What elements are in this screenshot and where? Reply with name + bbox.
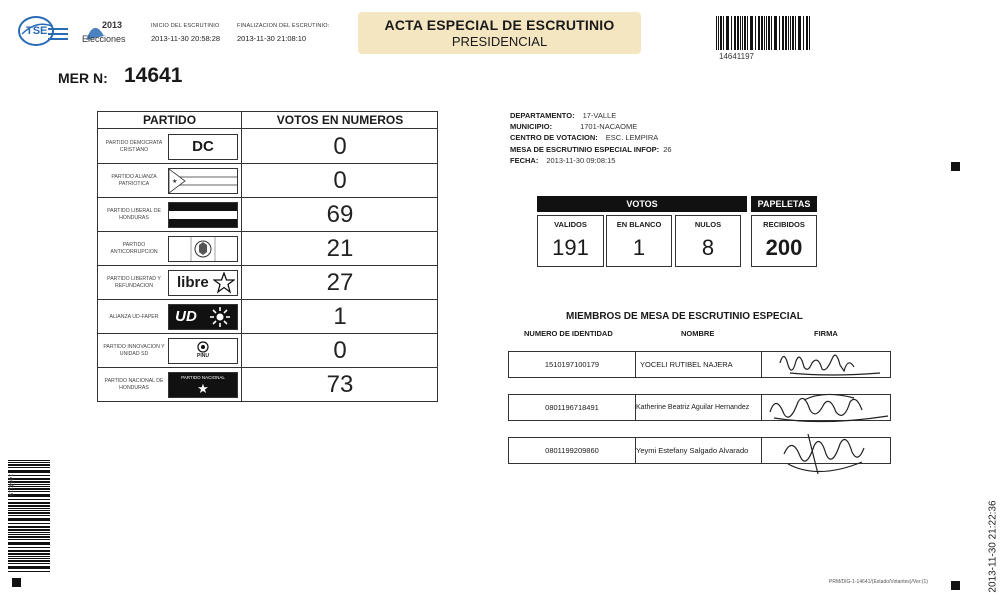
barcode-bar bbox=[8, 558, 50, 559]
mer-label: MER N: bbox=[58, 70, 108, 86]
party-row bbox=[98, 334, 437, 368]
barcode-bar bbox=[742, 16, 743, 50]
party-votes: 0 bbox=[333, 133, 347, 160]
barcode-bar bbox=[8, 529, 50, 531]
party-row bbox=[98, 368, 437, 402]
barcode-bar bbox=[747, 16, 748, 50]
barcode-bar bbox=[744, 16, 746, 50]
barcode-bar bbox=[720, 16, 722, 50]
barcode-bar bbox=[8, 560, 50, 562]
tse-logo bbox=[18, 14, 70, 48]
barcode-bar bbox=[8, 536, 50, 538]
party-row bbox=[98, 164, 437, 198]
barcode-bar bbox=[8, 542, 50, 545]
col-firma: FIRMA bbox=[814, 329, 838, 338]
partido-nacional-flag-icon bbox=[168, 372, 238, 398]
barcode-bar bbox=[8, 526, 50, 528]
barcode-bar bbox=[792, 16, 794, 50]
party-row bbox=[98, 130, 437, 164]
barcode-bar bbox=[8, 563, 50, 564]
title-line-2: PRESIDENCIAL bbox=[451, 34, 548, 49]
inicio-label: INICIO DEL ESCRUTINIO bbox=[151, 23, 220, 29]
barcode-bar bbox=[740, 16, 741, 50]
liberal-flag-icon bbox=[168, 202, 238, 228]
party-votes: 21 bbox=[326, 235, 354, 262]
logo-year: 2013 bbox=[102, 20, 123, 30]
barcode-bar bbox=[774, 16, 777, 50]
barcode-bar bbox=[790, 16, 791, 50]
party-name: PARTIDO NACIONAL DE HONDURAS bbox=[104, 378, 164, 391]
barcode-number: 14641197 bbox=[719, 52, 754, 61]
logo-elecciones: Elecciones bbox=[82, 34, 126, 44]
scan-timestamp bbox=[986, 490, 1000, 606]
party-votes: 69 bbox=[326, 201, 354, 228]
papeletas-header: PAPELETAS bbox=[751, 196, 817, 212]
barcode-bar bbox=[771, 16, 772, 50]
barcode-bar bbox=[795, 16, 796, 50]
party-name: PARTIDO ANTICORRUPCION bbox=[110, 242, 158, 255]
member-name: Katherine Beatriz Aguilar Hernandez bbox=[636, 395, 762, 420]
inicio-value: 2013-11-30 20:58:28 bbox=[151, 34, 221, 43]
party-table-header bbox=[98, 112, 437, 129]
barcode-bar bbox=[798, 16, 801, 50]
party-name: PARTIDO DEMOCRATA CRISTIANO bbox=[105, 140, 163, 153]
barcode-bar bbox=[809, 16, 810, 50]
party-votes: 73 bbox=[326, 371, 354, 398]
party-votes: 0 bbox=[333, 337, 347, 364]
col-partido: PARTIDO bbox=[142, 113, 197, 127]
party-votes: 1 bbox=[333, 303, 347, 330]
member-id: 0801196718491 bbox=[509, 395, 636, 420]
party-name: PARTIDO ALIANZA PATRIOTICA bbox=[111, 174, 157, 187]
party-name: PARTIDO INNOVACION Y UNIDAD SD bbox=[103, 344, 165, 357]
departamento-label: DEPARTAMENTO: bbox=[510, 111, 575, 120]
signature-3 bbox=[778, 424, 868, 486]
barcode-bar bbox=[8, 534, 50, 535]
fecha-label: FECHA: bbox=[510, 155, 539, 165]
barcode-bar bbox=[782, 16, 784, 50]
barcode-bar bbox=[8, 571, 50, 572]
centro-label: CENTRO DE VOTACION: bbox=[510, 133, 598, 143]
barcode-bar bbox=[768, 16, 770, 50]
side-code-text: 1464119 bbox=[7, 473, 13, 497]
svg-text:★: ★ bbox=[172, 179, 178, 185]
recibidos-value: 200 bbox=[765, 235, 803, 260]
barcode-top bbox=[716, 16, 810, 50]
pinu-logo bbox=[168, 338, 238, 364]
departamento-value: 17-VALLE bbox=[582, 111, 617, 120]
libre-logo bbox=[168, 270, 238, 296]
barcode-bar bbox=[8, 550, 50, 552]
validos-box bbox=[537, 215, 604, 267]
blanco-label: EN BLANCO bbox=[616, 220, 662, 229]
col-votos: VOTOS EN NUMEROS bbox=[276, 113, 404, 127]
barcode-bar bbox=[8, 566, 50, 569]
mer-value: 14641 bbox=[124, 64, 183, 87]
registration-mark bbox=[951, 162, 960, 171]
fin-value: 2013-11-30 21:08:10 bbox=[237, 34, 307, 43]
barcode-bar bbox=[716, 16, 717, 50]
recibidos-label: RECIBIDOS bbox=[763, 220, 805, 229]
barcode-bar bbox=[766, 16, 767, 50]
nacional-logo-text: PARTIDO NACIONAL bbox=[181, 375, 225, 380]
blanco-value: 1 bbox=[632, 235, 646, 260]
municipio-value: 1701-NACAOME bbox=[580, 122, 638, 132]
mesa-value: 26 bbox=[663, 144, 672, 154]
libre-logo-text: libre bbox=[177, 274, 209, 291]
title-line-1: ACTA ESPECIAL DE ESCRUTINIO bbox=[384, 17, 615, 33]
member-id: 1510197100179 bbox=[509, 352, 636, 377]
party-votes: 0 bbox=[333, 167, 347, 194]
barcode-bar bbox=[718, 16, 719, 50]
party-row bbox=[98, 300, 437, 334]
member-name: YOCELI RUTIBEL NAJERA bbox=[636, 352, 762, 377]
ud-logo-text: UD bbox=[169, 305, 203, 329]
party-row bbox=[98, 266, 437, 300]
votos-header: VOTOS bbox=[537, 196, 747, 212]
barcode-bar bbox=[726, 16, 729, 50]
barcode-bar bbox=[755, 16, 756, 50]
barcode-bar bbox=[8, 518, 50, 521]
barcode-bar bbox=[734, 16, 736, 50]
fecha-value: 2013-11-30 09:08:15 bbox=[546, 155, 616, 165]
barcode-bar bbox=[788, 16, 789, 50]
barcode-bar bbox=[731, 16, 732, 50]
nulos-box bbox=[675, 215, 741, 267]
barcode-bar bbox=[750, 16, 753, 50]
barcode-bar bbox=[8, 553, 50, 555]
ud-logo bbox=[168, 304, 238, 330]
registration-mark bbox=[951, 581, 960, 590]
barcode-bar bbox=[8, 523, 50, 524]
footer-code: PRM/DIG-1-14641/(Estado/Votantes)/Ver:(1) bbox=[829, 579, 928, 585]
barcode-bar bbox=[764, 16, 765, 50]
polling-info bbox=[510, 110, 672, 166]
barcode-bar bbox=[8, 556, 50, 557]
alianza-patriotica-flag-icon bbox=[168, 168, 238, 194]
party-name: PARTIDO LIBERAL DE HONDURAS bbox=[107, 208, 161, 221]
barcode-bar bbox=[761, 16, 763, 50]
member-id: 0801199209860 bbox=[509, 438, 636, 463]
barcode-bar bbox=[737, 16, 739, 50]
dc-logo bbox=[168, 134, 238, 160]
barcode-bar bbox=[803, 16, 804, 50]
fin-label: FINALIZACION DEL ESCRUTINIO: bbox=[237, 23, 330, 29]
validos-value: 191 bbox=[552, 235, 589, 260]
barcode-bar bbox=[806, 16, 808, 50]
mesa-label: MESA DE ESCRUTINIO ESPECIAL INFOP: bbox=[510, 144, 660, 154]
member-name: Yeymi Estefany Salgado Alvarado bbox=[636, 438, 762, 463]
centro-value: ESC. LEMPIRA bbox=[605, 133, 659, 143]
star-icon: ★ bbox=[197, 381, 209, 396]
party-votes: 27 bbox=[326, 269, 354, 296]
members-title: MIEMBROS DE MESA DE ESCRUTINIO ESPECIAL bbox=[566, 311, 803, 322]
party-name: ALIANZA UD-FAPER bbox=[109, 313, 159, 320]
col-identidad: NUMERO DE IDENTIDAD bbox=[524, 329, 613, 338]
side-code bbox=[4, 460, 16, 516]
barcode-bar bbox=[8, 532, 50, 533]
barcode-bar bbox=[723, 16, 724, 50]
timestamp-text: 2013-11-30 21:22:36 bbox=[987, 500, 999, 593]
pinu-logo-text: PINU bbox=[197, 353, 209, 359]
tse-logo-text: TSE bbox=[26, 25, 48, 37]
blanco-box bbox=[606, 215, 672, 267]
elecciones-2013-logo bbox=[80, 14, 144, 48]
party-votes-table bbox=[97, 111, 438, 402]
party-row bbox=[98, 198, 437, 232]
document-title bbox=[358, 12, 641, 54]
nulos-label: NULOS bbox=[694, 220, 722, 229]
validos-label: VALIDOS bbox=[554, 220, 587, 229]
barcode-bar bbox=[8, 539, 50, 540]
anticorrupcion-emblem-icon bbox=[168, 236, 238, 262]
party-row bbox=[98, 232, 437, 266]
party-name: PARTIDO LIBERTAD Y REFUNDACION bbox=[107, 276, 161, 289]
barcode-bar bbox=[8, 547, 50, 548]
barcode-bar bbox=[758, 16, 760, 50]
recibidos-box bbox=[751, 215, 817, 267]
nulos-value: 8 bbox=[701, 235, 715, 260]
dc-logo-text: DC bbox=[192, 138, 214, 155]
signature-1 bbox=[770, 343, 890, 383]
municipio-label: MUNICIPIO: bbox=[510, 122, 553, 132]
barcode-bar bbox=[779, 16, 780, 50]
barcode-bar bbox=[785, 16, 787, 50]
registration-mark bbox=[12, 578, 21, 587]
col-nombre: NOMBRE bbox=[681, 329, 715, 338]
